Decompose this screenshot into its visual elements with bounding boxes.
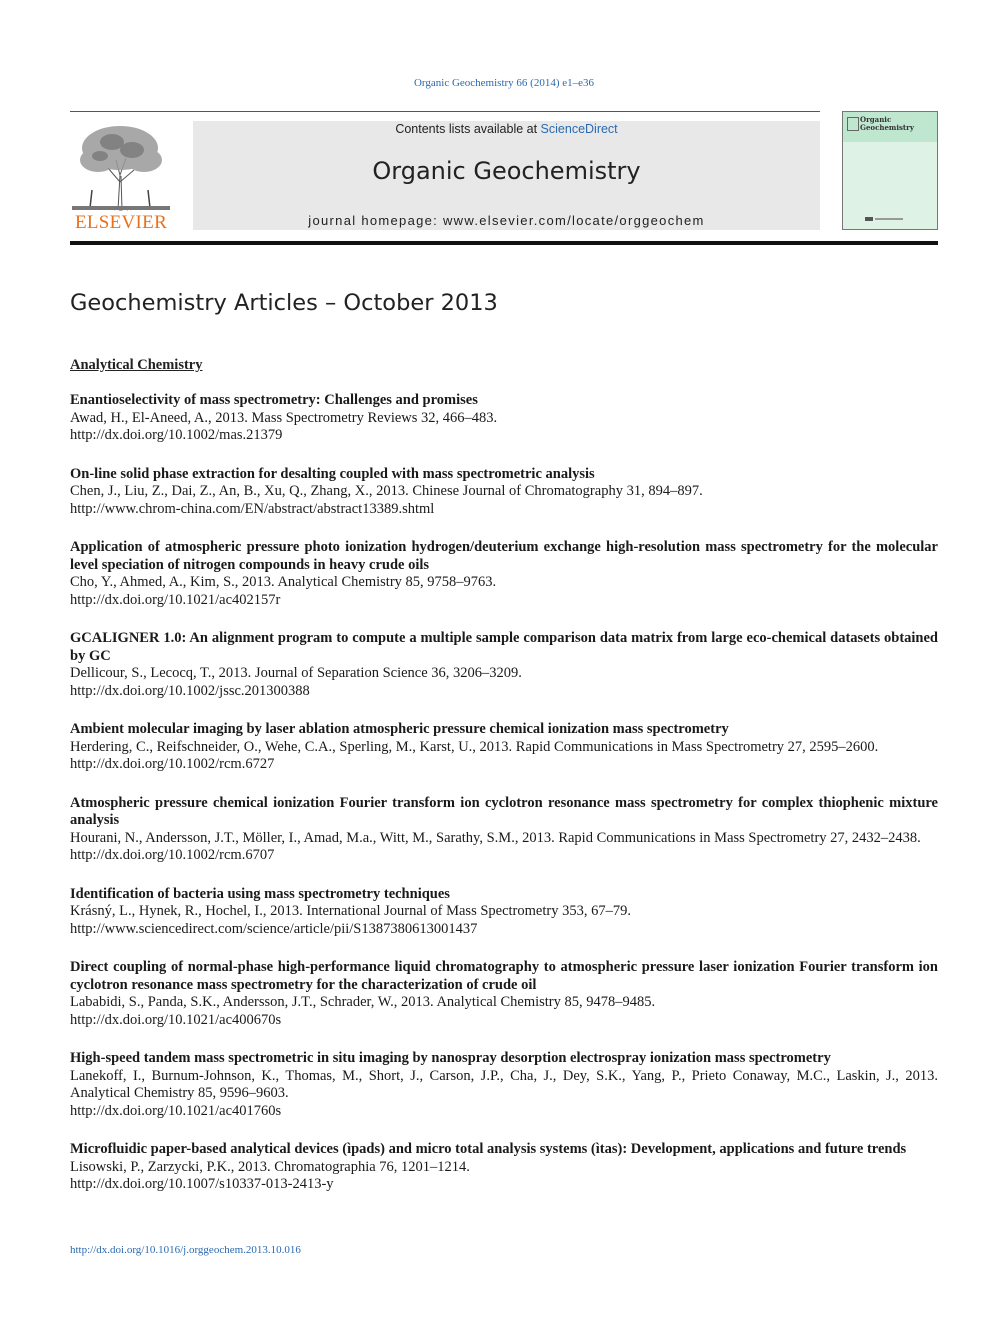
article-url[interactable]: http://dx.doi.org/10.1002/rcm.6707 [70, 847, 275, 863]
article-entry [70, 1141, 938, 1194]
article-entry [70, 630, 938, 700]
article-entry [70, 721, 938, 774]
article-entry [70, 466, 938, 519]
journal-citation[interactable]: Organic Geochemistry 66 (2014) e1–e36 [413, 77, 595, 89]
article-entry [70, 959, 938, 1029]
header-divider [70, 111, 820, 112]
article-url[interactable]: http://dx.doi.org/10.1007/s10337-013-2413-y [70, 1176, 334, 1192]
cover-title: Organic Geochemistry [860, 115, 914, 132]
article-url[interactable]: http://www.chrom-china.com/EN/abstract/abstract13389.shtml [70, 500, 435, 517]
journal-cover-thumbnail [842, 111, 938, 230]
article-reference: Awad, H., El-Aneed, A., 2013. Mass Spectrometry Reviews 32, 466–483. [70, 409, 498, 426]
footer-doi-link[interactable]: http://dx.doi.org/10.1016/j.orggeochem.2013.10.016 [70, 1244, 301, 1256]
article-url[interactable]: http://dx.doi.org/10.1021/ac402157r [70, 591, 281, 608]
journal-title: Organic Geochemistry [372, 157, 641, 185]
article-title: Enantioselectivity of mass spectrometry: Challenges and promises [70, 392, 478, 408]
article-title: Microfluidic paper-based analytical devices (ìpads) and micro total analysis systems (ìtas): Development, applications and future trends [70, 1141, 907, 1157]
journal-homepage-link[interactable]: journal homepage: www.elsevier.com/locate/orggeochem [308, 213, 705, 228]
article-reference: Herdering, C., Reifschneider, O., Wehe, C.A., Sperling, M., Karst, U., 2013. Rapid Communications in Mass Spectrometry 27, 2595–2600. [70, 738, 879, 755]
document-title: Geochemistry Articles – October 2013 [70, 290, 498, 316]
article-url[interactable]: http://dx.doi.org/10.1021/ac401760s [70, 1102, 282, 1119]
article-reference: Lanekoff, I., Burnum-Johnson, K., Thomas, M., Short, J., Carson, J.P., Cha, J., Dey, S.K., Yang, P., Prieto Conaway, M.C., Laskin, J., 2013. Analytical Chemistry 85, 9596–9603. [70, 1067, 938, 1101]
article-title: Identification of bacteria using mass spectrometry techniques [70, 885, 450, 902]
article-url[interactable]: http://dx.doi.org/10.1002/mas.21379 [70, 427, 283, 443]
article-title: GCALIGNER 1.0: An alignment program to compute a multiple sample comparison data matrix from large eco-chemical datasets obtained by GC [70, 630, 938, 664]
contents-prefix: Contents lists available at [395, 122, 541, 136]
article-reference: Cho, Y., Ahmed, A., Kim, S., 2013. Analytical Chemistry 85, 9758–9763. [70, 574, 497, 590]
cover-publisher-icon [847, 117, 859, 131]
publisher-name: ELSEVIER [74, 212, 168, 233]
article-title: On-line solid phase extraction for desalting coupled with mass spectrometric analysis [70, 465, 595, 482]
article-entry [70, 392, 938, 445]
article-url[interactable]: http://www.sciencedirect.com/science/article/pii/S1387380613001437 [70, 920, 478, 937]
article-url[interactable]: http://dx.doi.org/10.1002/jssc.201300388 [70, 682, 310, 699]
article-entry [70, 886, 938, 939]
article-reference: Krásný, L., Hynek, R., Hochel, I., 2013. International Journal of Mass Spectrometry 353, 67–79. [70, 903, 631, 919]
article-reference: Dellicour, S., Lecocq, T., 2013. Journal of Separation Science 36, 3206–3209. [70, 665, 522, 681]
article-reference: Chen, J., Liu, Z., Dai, Z., An, B., Xu, Q., Zhang, X., 2013. Chinese Journal of Chromatography 31, 894–897. [70, 483, 703, 499]
article-reference: Lababidi, S., Panda, S.K., Andersson, J.T., Schrader, W., 2013. Analytical Chemistry 85, 9478–9485. [70, 994, 656, 1010]
article-title: Ambient molecular imaging by laser ablation atmospheric pressure chemical ionization mass spectrometry [70, 721, 729, 737]
article-entry [70, 1050, 938, 1120]
article-entry [70, 795, 938, 865]
section-heading: Analytical Chemistry [70, 357, 203, 373]
article-title: High-speed tandem mass spectrometric in situ imaging by nanospray desorption electrospray ionization mass spectrometry [70, 1050, 831, 1066]
header-thick-rule [70, 241, 938, 245]
article-title: Application of atmospheric pressure photo ionization hydrogen/deuterium exchange high-resolution mass spectrometry for the molecular level speciation of nitrogen compounds in heavy crude oils [70, 539, 938, 573]
article-url[interactable]: http://dx.doi.org/10.1002/rcm.6727 [70, 756, 275, 772]
sciencedirect-link[interactable]: ScienceDirect [540, 122, 618, 136]
article-reference: Lisowski, P., Zarzycki, P.K., 2013. Chromatographia 76, 1201–1214. [70, 1158, 470, 1175]
journal-masthead [193, 121, 820, 230]
article-url[interactable]: http://dx.doi.org/10.1021/ac400670s [70, 1011, 282, 1028]
article-entry [70, 539, 938, 609]
contents-line [193, 122, 820, 136]
article-list [70, 392, 938, 1215]
article-title: Atmospheric pressure chemical ionization Fourier transform ion cyclotron resonance mass spectrometry for complex thiophenic mixture analysis [70, 794, 938, 828]
article-title: Direct coupling of normal-phase high-performance liquid chromatography to atmospheric pressure laser ionization Fourier transform ion cyclotron resonance mass spectrometry for the characterization of crude oil [70, 959, 938, 993]
cover-footer-mark [865, 216, 905, 224]
article-reference: Hourani, N., Andersson, J.T., Möller, I., Amad, M.a., Witt, M., Sarathy, S.M., 2013. Rapid Communications in Mass Spectrometry 27, 2432–2438. [70, 829, 921, 846]
